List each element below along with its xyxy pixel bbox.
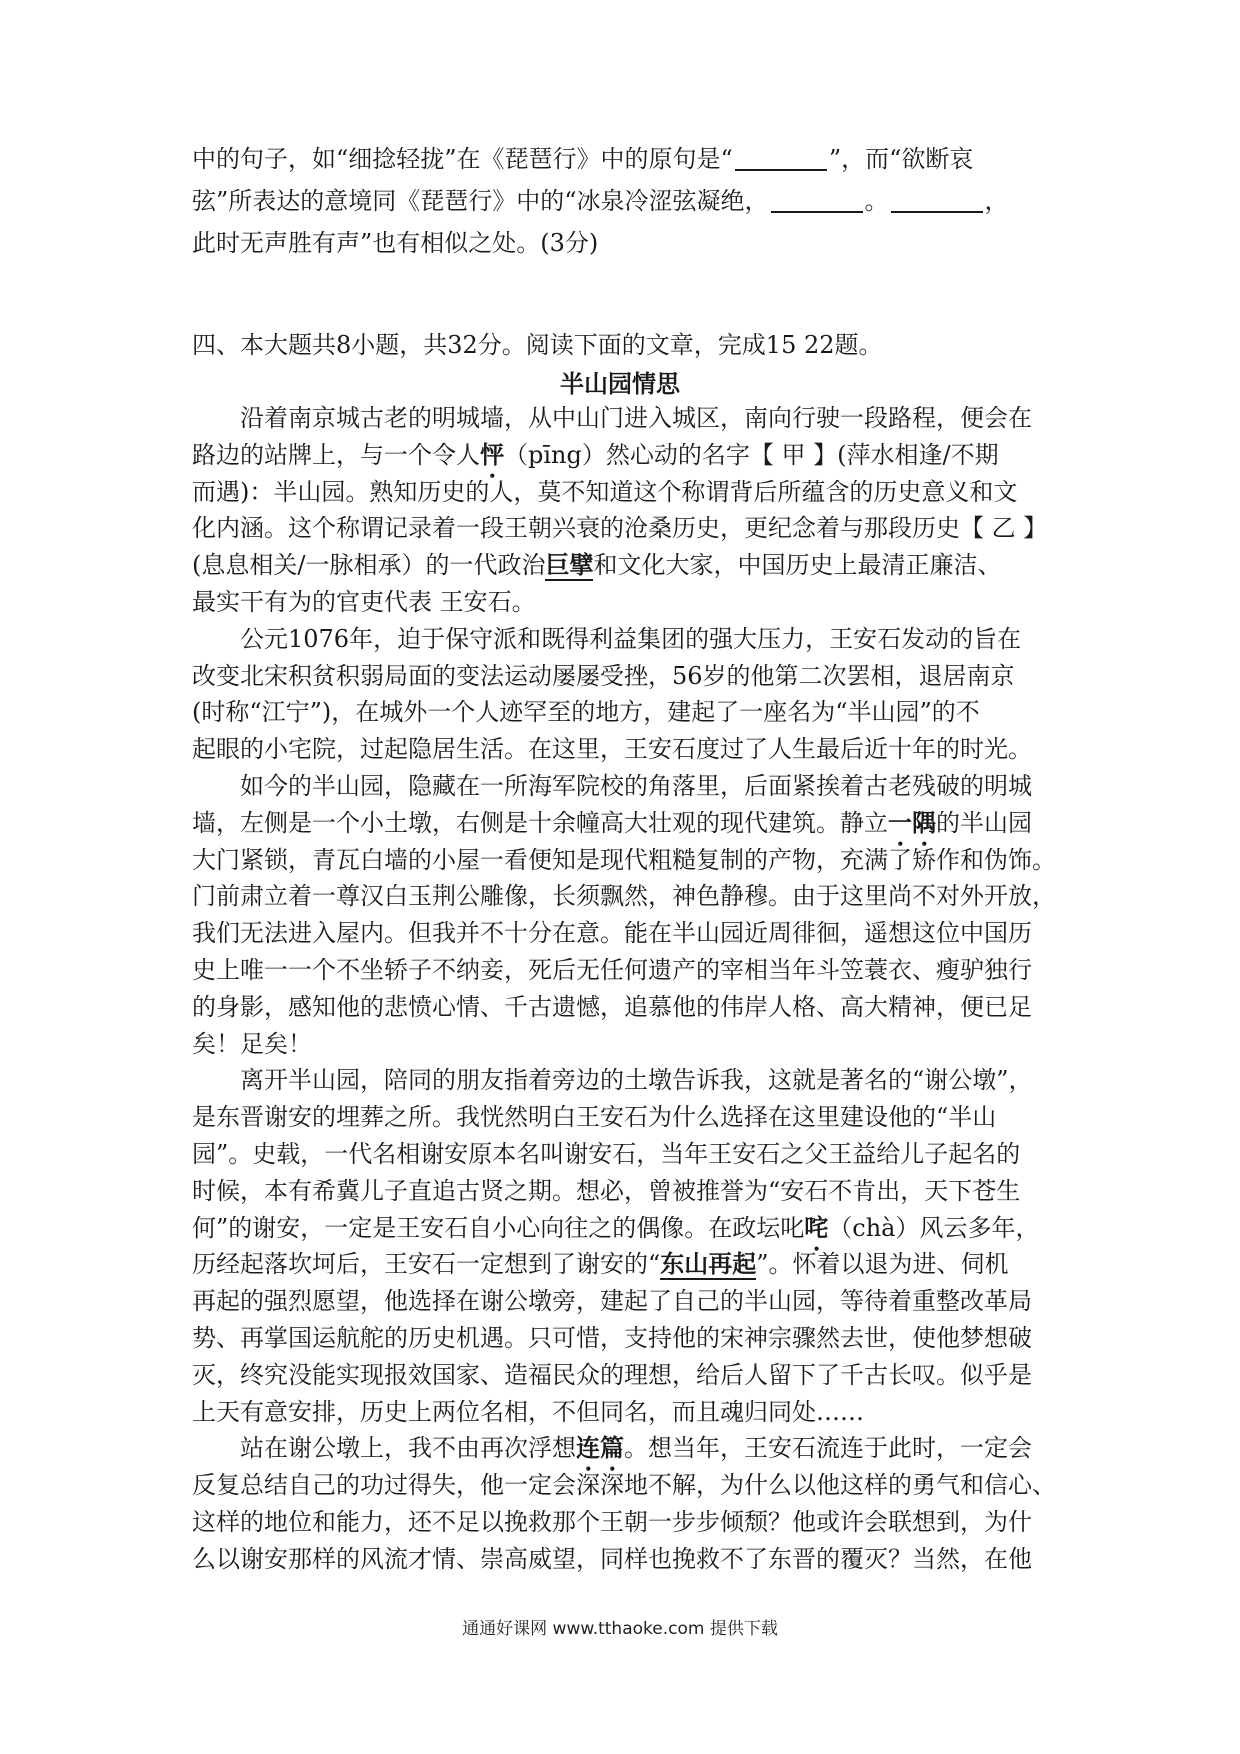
paragraph-line	[192, 1394, 1062, 1431]
question-line	[192, 222, 1062, 264]
dotted-word: 怦	[480, 439, 504, 469]
text: 我们无法进入屋内。但我并不十分在意。能在半山园近周徘徊，遥想这位中国历	[192, 919, 1032, 948]
text: 是东晋谢安的埋葬之所。我恍然明白王安石为什么选择在这里建设他的“半山	[192, 1103, 997, 1132]
question-text: ，	[984, 187, 1009, 215]
text: 再起的强烈愿望，他选择在谢公墩旁，建起了自己的半山园，等待着重整改革局	[192, 1287, 1032, 1316]
paragraph-line	[192, 400, 1062, 437]
paragraph-line	[192, 1099, 1062, 1136]
text: 墙，左侧是一个小土墩，右侧是十余幢高大壮观的现代建筑。静立	[192, 808, 888, 837]
answer-blank	[735, 143, 827, 171]
paragraph-line	[192, 1283, 1062, 1320]
paragraph-line	[192, 805, 1062, 842]
paragraph-line	[192, 1173, 1062, 1210]
text: （pīng）然心动的名字【 甲 】(萍水相逢/不期	[504, 440, 999, 469]
paragraph-line	[192, 621, 1062, 658]
question-text: 中的句子，如“细捻轻拢”在《琵琶行》中的原句是“	[192, 145, 733, 173]
text: （chà）风云多年，	[828, 1213, 1040, 1242]
question-text: 弦”所表达的意境同《琵琶行》中的“冰泉冷涩弦凝绝，	[192, 187, 769, 215]
text: 时候，本有希冀儿子直追古贤之期。想必，曾被推誉为“安石不肯出，天下苍生	[192, 1176, 1021, 1205]
question-line	[192, 180, 1062, 222]
text: 化内涵。这个称谓记录着一段王朝兴衰的沧桑历史，更纪念着与那段历史【 乙 】	[192, 514, 1048, 543]
paragraph-line	[192, 878, 1062, 915]
text: 上天有意安排，历史上两位名相，不但同名，而且魂归同处……	[192, 1397, 864, 1426]
paragraph-line	[192, 915, 1062, 952]
paragraph-line	[192, 1210, 1062, 1247]
paragraph-line	[192, 474, 1062, 511]
underlined-word: 东山再起	[660, 1249, 757, 1279]
section-heading: 四、本大题共8小题，共32分。阅读下面的文章，完成15 22题。	[192, 331, 883, 359]
paragraph-line	[192, 1136, 1062, 1173]
dotted-word: 连篇	[576, 1433, 624, 1463]
text: 园”。史载，一代名相谢安原本名叫谢安石，当年王安石之父王益给儿子起名的	[192, 1139, 1021, 1168]
text: 沿着南京城古老的明城墙，从中山门进入城区，南向行驶一段路程，便会在	[240, 404, 1032, 432]
text: 改变北宋积贫积弱局面的变法运动屡屡受挫，56岁的他第二次罢相，退居南京	[192, 661, 1015, 690]
text: 大门紧锁，青瓦白墙的小屋一看便知是现代粗糙复制的产物，充满了矫作和伪饰。	[192, 845, 1056, 874]
text: 的半山园	[936, 808, 1032, 837]
paragraph-line	[192, 1026, 1062, 1063]
question-text: ”，而“欲断哀	[828, 145, 974, 173]
paragraph-line	[192, 437, 1062, 474]
paragraph-line	[192, 658, 1062, 695]
paragraph-line	[192, 1467, 1062, 1504]
paragraph-line	[192, 842, 1062, 879]
paragraph-line	[192, 547, 1062, 584]
text: 反复总结自己的功过得失，他一定会深深地不解，为什么以他这样的勇气和信心、	[192, 1471, 1056, 1500]
text: 灭，终究没能实现报效国家、造福民众的理想，给后人留下了千古长叹。似乎是	[192, 1360, 1032, 1389]
text: 。想当年，王安石流连于此时，一定会	[624, 1434, 1032, 1463]
article-title: 半山园情思	[560, 370, 680, 398]
text: 和文化大家，中国历史上最清正廉洁、	[593, 551, 1002, 580]
paragraph-line	[192, 1541, 1062, 1578]
text: 公元1076年，迫于保守派和既得利益集团的强大压力，王安石发动的旨在	[240, 624, 1022, 653]
paragraph-line	[192, 1062, 1062, 1099]
answer-blank	[891, 185, 983, 213]
paragraph-line	[192, 1357, 1062, 1394]
text: 门前肃立着一尊汉白玉荆公雕像，长须飘然，神色静穆。由于这里尚不对外开放，	[192, 882, 1056, 911]
text: 最实干有为的官吏代表 王安石。	[192, 587, 536, 616]
text: 离开半山园，陪同的朋友指着旁边的土墩告诉我，这就是著名的“谢公墩”，	[240, 1066, 1033, 1095]
paragraph-line	[192, 1430, 1062, 1467]
paragraph-line	[192, 952, 1062, 989]
dotted-word: 一隅	[888, 807, 936, 837]
text: 起眼的小宅院，过起隐居生活。在这里，王安石度过了人生最后近十年的时光。	[192, 735, 1032, 764]
article-body	[192, 400, 1062, 1578]
text: 的身影，感知他的悲愤心情、千古遗憾，追慕他的伟岸人格、高大精神，便已足	[192, 992, 1032, 1021]
underlined-word: 巨擘	[545, 550, 594, 580]
text: 势、再掌国运航舵的历史机遇。只可惜，支持他的宋神宗骤然去世，使他梦想破	[192, 1323, 1032, 1352]
question-line	[192, 138, 1062, 180]
paragraph-line	[192, 694, 1062, 731]
text: 如今的半山园，隐藏在一所海军院校的角落里，后面紧挨着古老残破的明城	[240, 771, 1032, 800]
page-footer: 通通好课网 www.tthaoke.com 提供下载	[462, 1619, 778, 1639]
text: ”。怀着以退为进、伺机	[756, 1250, 1009, 1279]
question-continuation	[192, 138, 1062, 264]
paragraph-line	[192, 1320, 1062, 1357]
text: 么以谢安那样的风流才情、崇高威望，同样也挽救不了东晋的覆灭？当然，在他	[192, 1544, 1032, 1573]
text: 史上唯一一个不坐轿子不纳妾，死后无任何遗产的宰相当年斗笠蓑衣、瘦驴独行	[192, 955, 1032, 984]
question-text: 。	[864, 187, 889, 215]
text: 站在谢公墩上，我不由再次浮想	[240, 1434, 576, 1463]
paragraph-line	[192, 1504, 1062, 1541]
text: 路边的站牌上，与一个令人	[192, 440, 480, 469]
paragraph-line	[192, 989, 1062, 1026]
text: 历经起落坎坷后，王安石一定想到了谢安的“	[192, 1250, 661, 1279]
paragraph-line	[192, 584, 1062, 621]
paragraph-line	[192, 768, 1062, 805]
question-text: 此时无声胜有声”也有相似之处。(3分)	[192, 229, 599, 257]
text: 而遇)：半山园。熟知历史的人，莫不知道这个称谓背后所蕴含的历史意义和文	[192, 477, 1018, 506]
text: 何”的谢安，一定是王安石自小心向往之的偶像。在政坛叱	[192, 1213, 805, 1242]
text: 这样的地位和能力，还不足以挽救那个王朝一步步倾颓？他或许会联想到，为什	[192, 1507, 1032, 1536]
dotted-word: 咤	[804, 1212, 829, 1242]
paragraph-line	[192, 510, 1062, 547]
paragraph-line	[192, 1246, 1062, 1283]
paragraph-line	[192, 731, 1062, 768]
answer-blank	[771, 185, 863, 213]
text: 矣！足矣！	[192, 1029, 312, 1058]
text: (时称“江宁”)，在城外一个人迹罕至的地方，建起了一座名为“半山园”的不	[192, 698, 980, 727]
text: (息息相关/一脉相承）的一代政治	[192, 551, 546, 580]
